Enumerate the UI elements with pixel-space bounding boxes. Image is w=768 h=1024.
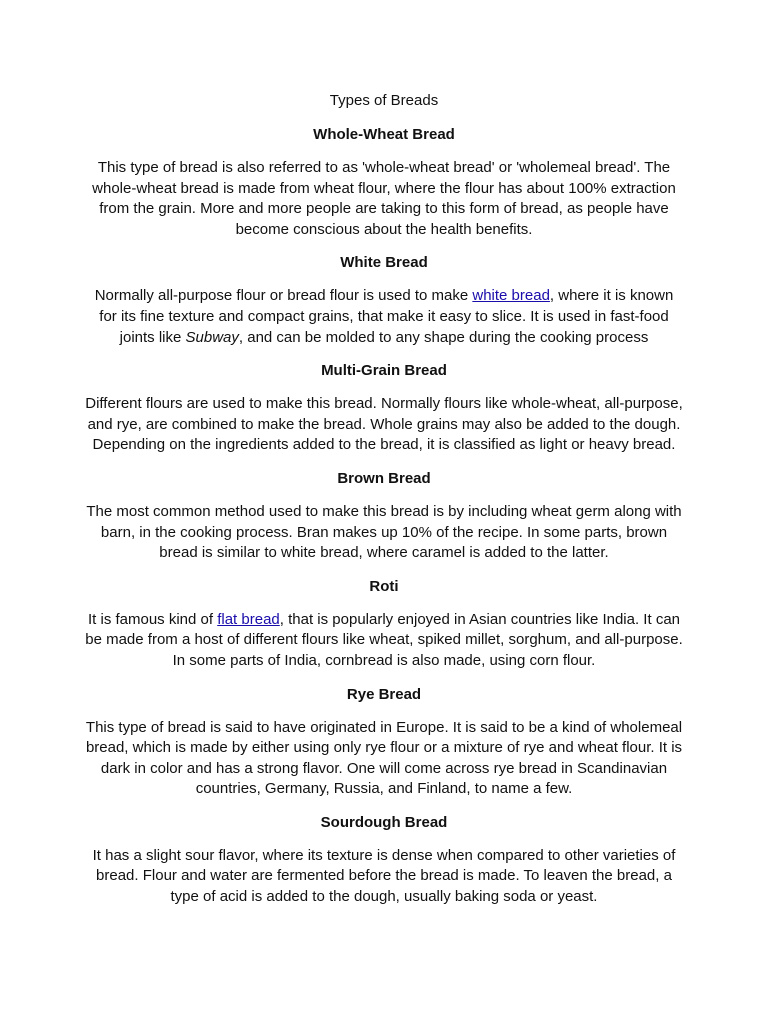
paragraph-white — [84, 286, 684, 348]
paragraph-roti-text-end: , that is popularly enjoyed in Asian countries like India. It can be made from a host of different flours like wheat, spiked millet, sorghum, and all-purpose. In some parts of India, cornbread is also made, using corn flour. — [85, 610, 683, 669]
flat-bread-link[interactable]: flat bread — [217, 610, 280, 628]
paragraph-rye: This type of bread is said to have originated in Europe. It is said to be a kind of wholemeal bread, which is made by either using only rye flour or a mixture of rye and wheat flour. It is dark in color and has a strong flavor. One will come across rye bread in Scandinavian countries, Germany, Russia, and Finland, to name a few. — [85, 718, 683, 798]
heading-sourdough: Sourdough Bread — [320, 813, 448, 831]
paragraph-white-text-middle: , where it is known for its fine texture and compact grains, that make it easy to slice. It is used in fast-food joints like — [99, 287, 674, 346]
subway-italic-text: Subway — [185, 328, 239, 346]
heading-multi-grain: Multi-Grain Bread — [321, 362, 447, 380]
heading-whole-wheat: Whole-Wheat Bread — [313, 126, 455, 143]
paragraph-whole-wheat: This type of bread is also referred to as 'whole-wheat bread' or 'wholemeal bread'. The whole-wheat bread is made from wheat flour, where the flour has about 100% extraction from the grain. More and more people are taking to this form of bread, as people have become conscious about the health benefits. — [92, 159, 676, 238]
paragraph-brown: The most common method used to make this bread is by including wheat germ along with barn, in the cooking process. Bran makes up 10% of the recipe. In some parts, brown bread is similar to white bread, where caramel is added to the latter. — [86, 502, 682, 562]
heading-brown: Brown Bread — [337, 469, 431, 487]
document-title: Types of Breads — [329, 92, 439, 109]
heading-roti: Roti — [369, 577, 399, 595]
white-bread-link[interactable]: white bread — [472, 287, 550, 305]
paragraph-white-text-start: Normally all-purpose flour or bread flour is used to make — [94, 287, 473, 305]
paragraph-multi-grain: Different flours are used to make this bread. Normally flours like whole-wheat, all-purpose, and rye, are combined to make the bread. Whole grains may also be added to the dough. Depending on the ingredients added to the bread, it is classified as light or heavy bread. — [85, 395, 683, 454]
paragraph-white-text-end: , and can be molded to any shape during the cooking process — [238, 328, 649, 346]
paragraph-roti-text-start: It is famous kind of — [87, 610, 218, 628]
heading-white: White Bread — [340, 254, 428, 272]
paragraph-roti — [84, 610, 684, 672]
paragraph-sourdough: It has a slight sour flavor, where its texture is dense when compared to other varieties of bread. Flour and water are fermented before the bread is made. To leaven the bread, a type of acid is added to the dough, usually baking soda or yeast. — [92, 846, 676, 906]
heading-rye: Rye Bread — [346, 685, 422, 703]
